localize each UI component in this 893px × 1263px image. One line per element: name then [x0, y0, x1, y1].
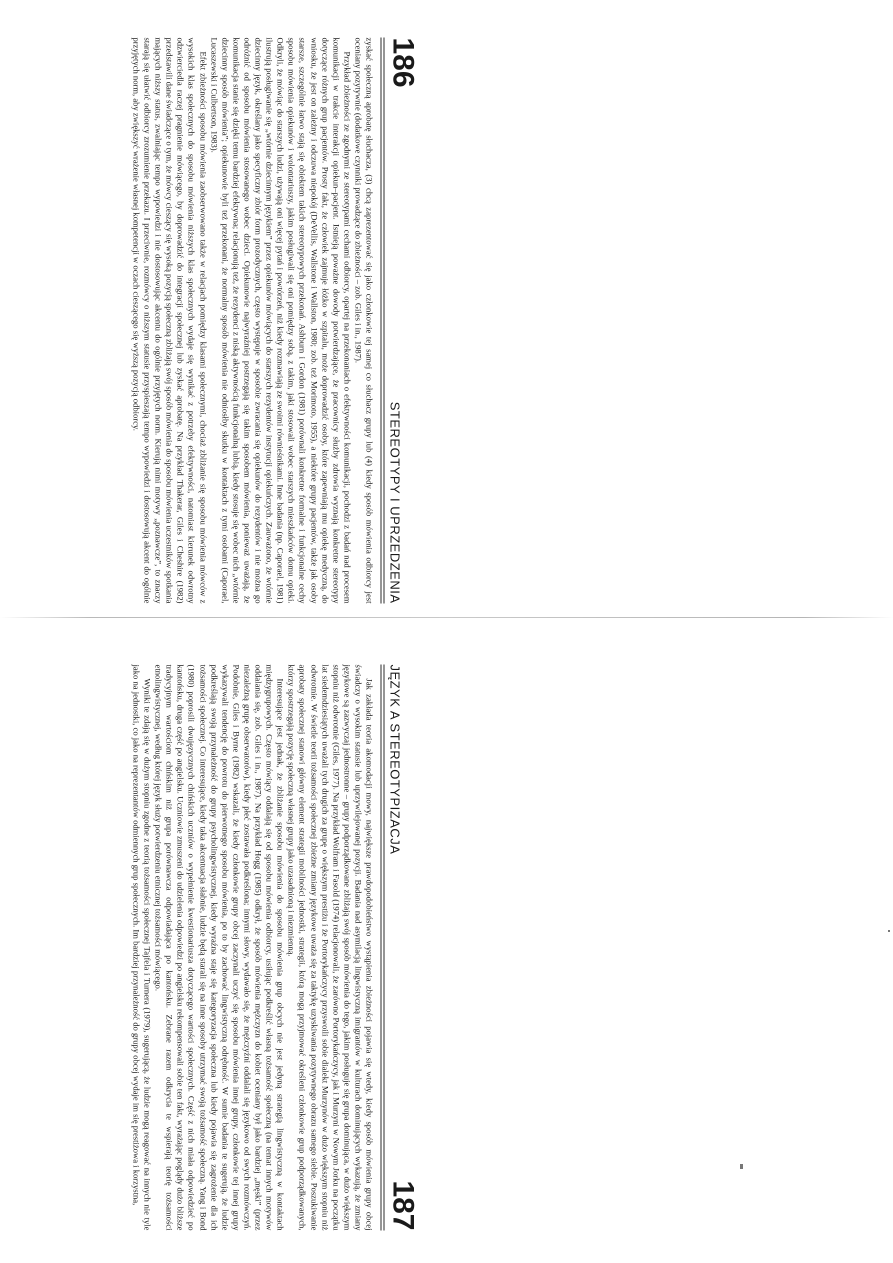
paragraph: Interesujące jest jednak, że zbliżanie sposobu mówienia do sposobu mówienia grup obcych nie jest jedyną strategią lingwistyczną w kontaktach międzygrupowych. Często mówiący oddalają się od sposobu mówienia odbiorcy, usiłując podkreślić własną tożsamość społeczną (na temat innych motywów oddalania się, zob. Giles i in., 1987). Na przykład Hogg (1985) odkrył, że sposób mówienia mężczyzn do kobiet oceniany był jako bardziej „męski” (przez niezależną grupę obserwatorów), kiedy płeć zostawała podkreślona; innymi słowy, wydawało się, że mężczyźni oddalali się językowo od swych rozmówczyń. Podobnie, Giles i Byrne (1982) wskazali, że kiedy członkowie grupy obcej zaczynali uczyć się sposobu mówienia innej grupy, członkowie tej innej grupy wykazywali tendencję do powrotu do pierwotnego sposobu mówienia, po to by zachować lingwistyczną odrębność. W sumie badania te sugerują, że ludzie podkreślają swoją przynależność do grupy psycholingwistycznej, kiedy wyraźna staje się kategoryzacja społeczna lub kiedy pojawia się zagrożenie dla ich tożsamości społecznej. Co interesujące, kiedy taka akcentuacja słabnie, ludzie będą starali się na inne sposoby utrzymać swoją tożsamość społeczną. Yang i Bond (1980) poprosili dwujęzycznych chińskich uczniów o wypełnienie kwestionariusza dotyczącego wartości społecznych. Część z nich miała odpowiedzieć po kantońsku, druga część po angielsku. Uczniowie zmuszeni do udzielenia odpowiedzi po angielsku rekompensowali sobie ten fakt, wyrażając poglądy dużo bliższe tradycyjnym wartościom chińskim niż grupa porównawcza odpowiadająca po kantońsku. Zebrane razem odkrycia te wspierają teorię tożsamości etnolingwistycznej, według której język służy potwierdzeniu etnicznej tożsamości mówiącego.: [153, 664, 286, 1231]
body-text: [130, 38, 374, 604]
page-header: [381, 665, 418, 1231]
scan-speck: [740, 1164, 743, 1169]
paragraph: Jak zakłada teoria akomodacji mowy, największe prawdopodobieństwo wystąpienia zbieżności pojawia się wtedy, kiedy sposób mówienia grupy obcej świadczy o wysokim statusie lub uprzywilejowanej pozycji. Badania nad asymilacją lingwistyczną imigrantów w kulturach dominujących wykazują, że zmiany językowe są zazwyczaj jednostronne – grupy podporządkowane zbliżają swój sposób mówienia do tego, jakim posługuje się grupa dominująca, w dużo większym stopniu niż odwrotnie (Giles, 1977). Na przykład Wolfram i Fasold (1974) relacjonowali, że zarówno Portorykańczycy, jak i Murzyni w Nowym Jorku na początku lat siedemdziesiątych uważali tych drugich za grupę o większym prestiżu i że Portorykańczycy przyswoili sobie dialekt Murzynów w dużo większym stopniu niż odwrotnie. W świetle teorii tożsamości społecznej zbieżne zmiany językowe uważa się za taktykę uzyskiwania pozytywnego obrazu samego siebie. Poszukiwanie aprobaty społecznej stanowi główny element strategii mobilności jednostki, strategii, którą mogą przyjmować określeni członkowie grup podporządkowanych, którzy spostrzegają pozycję społeczną własnej grupy jako uzasadnioną i niezmienną.: [286, 664, 375, 1231]
scan-speck: [888, 930, 890, 932]
page-left: [1, 28, 426, 614]
page-right: [1, 655, 426, 1241]
page-header: [381, 38, 418, 604]
page-number: 187: [386, 1180, 420, 1231]
running-head: JĘZYK A STEREOTYPIZACJA: [387, 664, 403, 855]
paragraph: zyskać społeczną aprobatę słuchacza, (3) chcą zaprezentować się jako członkowie tej samej co słuchacz grupy lub (4) kiedy sposób mówienia odbiorcy jest oceniany pozytywnie (dodatkowe czynniki prowadzące do zbieżności – zob. Giles i in., 1987).: [353, 37, 375, 604]
paragraph: Wyniki te zdają się w dużym stopniu zgodne z teorią tożsamości społecznej Tajfela i Turnera (1979), sugerującą, że ludzie mogą reagować na innych nie tyle jako na jednostki, co jako na reprezentantów odmiennych grup społecznych. Im bardziej przynależność do grupy obcej wydaje im się prestiżowa i korzystna,: [131, 664, 153, 1231]
body-text: [130, 665, 374, 1231]
paragraph: Przykład zbieżności ze zgodnymi ze stereotypami cechami odbiorcy, opartej na przekonaniach o efektywności komunikacji, pochodzi z badań nad procesem komunikacji w trakcie interakcji opiekun–pacjent. Istnieją poważne dowody potwierdzające, że pracownicy służby zdrowia wyznają konkretne stereotypy dotyczące różnych grup pacjentów. Prosty fakt, że człowiek zajmuje łóżko w szpitalu, może doprowadzić osoby, które zapewniają mu opiekę medyczną, do wniosku, że jest on zależny i odczuwa niepokój (DeVellis, Wallstone i Wallston, 1980; zob. też Morimoto, 1955), a niektóre grupy pacjentów, także jak osoby starsze, szczególnie łatwo stają się obiektem takich stereotypowych przekonań. Ashburn i Gordon (1981) porównali konkretne formalne i funkcjonalne cechy sposobu mówienia opiekunów i wolontariuszy, jakim posługiwali się oni pomiędzy sobą, z takim, jaki stosowali wobec starszych mieszkańców domu opieki. Odkryli, że mówiąc do starszych ludzi, używają oni więcej pytań i powtórzeń, niż kiedy rozmawiają ze swoimi równieśnikami. Inne badania (np. Caporael, 1981) ilustrują posługiwanie się „wtórnie dziecinnym językiem” przez opiekunów mówiących do starszych rezydentów instytucji opiekuńczych. Zauważono, że wtórnie dziecinny język, określany jako specyficzny zbiór form prozodycznych, często występuje w sposobie zwracania się opiekunów do rezydentów i nie można go odróżnić od sposobu mówienia stosowanego wobec dzieci. Opiekunowie najwyraźniej postrzegają się takim sposobem mówienia, ponieważ uważają, że komunikacja stanie się dzięki temu bardziej efektywna; relacjonują też, że rezydenci z niską aktywnością funkcjonalną lubią, kiedy stosuje się wobec nich „wtórnie dziecinny sposób mówienia”; opiekunowie byli też przekonani, że normalny sposób mówienia nie odniosłby skutku w kontaktach z tymi osobami (Caporael, Lucaszewski i Culbertson, 1983).: [209, 37, 353, 604]
page-number: 186: [386, 37, 420, 88]
page-fold-line: [0, 617, 893, 618]
paragraph: Efekt zbieżności sposobu mówienia zaobserwowano także w relacjach pomiędzy klasami społecznymi, chociaż zbliżanie się sposobu mówienia mówców z wysokich klas społecznych do sposobu mówienia niższych klas społecznych wydaje się wynikać z potrzeby efektywności, natomiast kierunek odwrotny odzwierciedla raczej pragnienie mówiącego, by doprowadzić do integracji społecznej lub zyskać aprobatę. Na przykład Thakerar, Giles i Cheshire (1982) przedstawili dane świadczące o tym, że mówcy cieszący się wysoką pozycją społeczną zbliżają swój sposób mówienia do sposobu mówienia uczestników spotkania mających niższy status, zwalniając tempo wypowiedzi i nie dostosowując akcentu do ogólnie przyjętych norm. Kierują nimi motywy „poznawcze”, to znaczy starają się ułatwić odbiorcy zrozumienie przekazu. I przeciwnie, rozmówcy o niższym statusie przyspieszają tempo wypowiedzi i dostosowują akcent do ogólnie przyjętych norm, aby zwiększyć wrażenie własnej kompetencji w oczach cieszącego się wyższą pozycją odbiorcy.: [131, 37, 209, 604]
running-head: STEREOTYPY I UPRZEDZENIA: [387, 401, 403, 604]
